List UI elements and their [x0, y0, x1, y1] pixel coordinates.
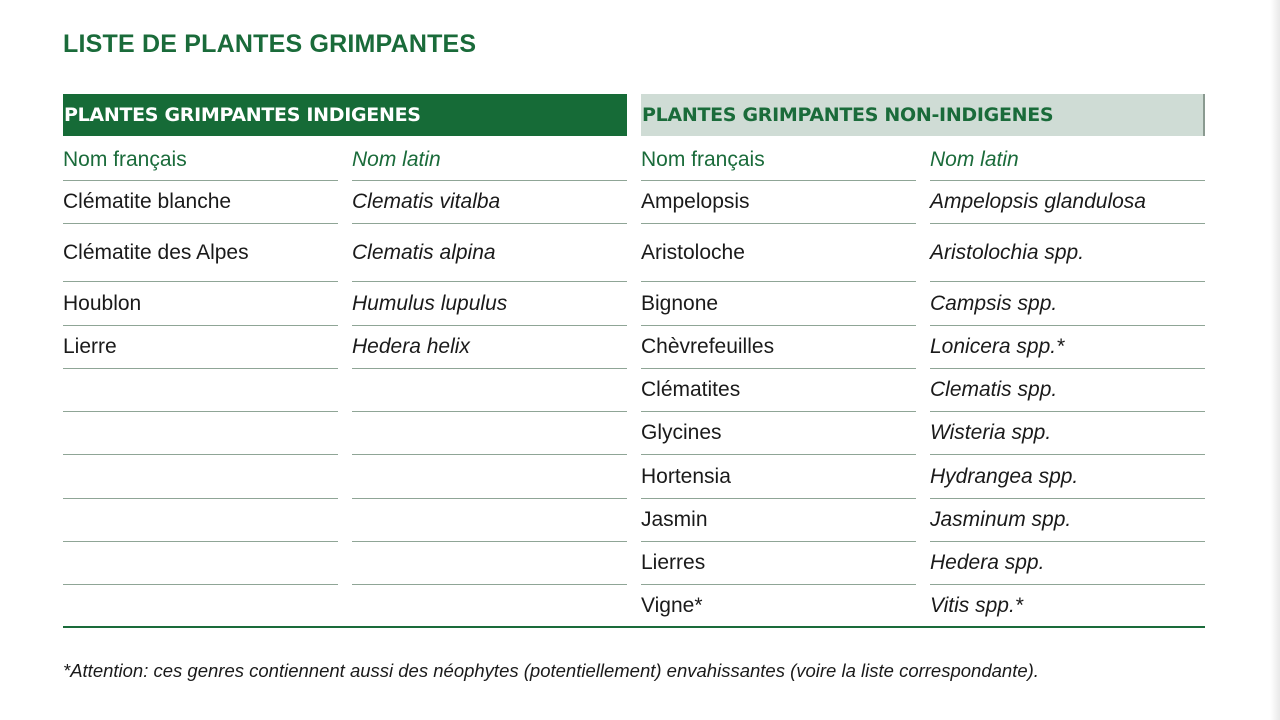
column-nom-francais — [641, 137, 916, 628]
table-cell-nom-latin: Ampelopsis glandulosa — [930, 181, 1205, 224]
section-non-indigenes — [641, 94, 1205, 628]
table-cell-nom-francais: Chèvrefeuilles — [641, 326, 916, 369]
page-title: LISTE DE PLANTES GRIMPANTES — [63, 30, 477, 58]
column-header-nom-latin: Nom latin — [930, 137, 1205, 181]
section-indigenes — [63, 94, 627, 628]
table-cell-nom-francais: Hortensia — [641, 455, 916, 499]
footnote: *Attention: ces genres contiennent aussi des néophytes (potentiellement) envahissantes (voire la liste correspondante). — [63, 660, 1039, 681]
table-cell-nom-latin: Aristolochia spp. — [930, 224, 1205, 282]
table-cell-nom-francais: Clématites — [641, 369, 916, 412]
table-cell-nom-francais — [63, 499, 338, 542]
table-cell-nom-francais: Clématite des Alpes — [63, 224, 338, 282]
table-cell-nom-francais: Jasmin — [641, 499, 916, 542]
table-cell-nom-francais — [63, 369, 338, 412]
table-cell-nom-latin: Jasminum spp. — [930, 499, 1205, 542]
table-cell-nom-latin — [352, 455, 627, 499]
table-cell-nom-francais — [63, 585, 338, 628]
section-header-indigenes: PLANTES GRIMPANTES INDIGENES — [63, 94, 627, 136]
table-cell-nom-francais: Vigne* — [641, 585, 916, 628]
table-cell-nom-latin — [352, 585, 627, 628]
table-cell-nom-latin: Clematis spp. — [930, 369, 1205, 412]
table-cell-nom-francais — [63, 455, 338, 499]
table-cell-nom-latin — [352, 412, 627, 455]
table-cell-nom-francais — [63, 412, 338, 455]
page-edge — [1270, 0, 1280, 720]
table-cell-nom-francais: Lierre — [63, 326, 338, 369]
column-nom-francais — [63, 137, 338, 628]
table-cell-nom-latin: Hedera helix — [352, 326, 627, 369]
table-cell-nom-latin: Clematis alpina — [352, 224, 627, 282]
table-cell-nom-francais: Lierres — [641, 542, 916, 585]
table-cell-nom-francais — [63, 542, 338, 585]
table-cell-nom-francais: Aristoloche — [641, 224, 916, 282]
table-cell-nom-francais: Houblon — [63, 282, 338, 326]
column-header-nom-francais: Nom français — [641, 137, 916, 181]
table-cell-nom-latin — [352, 542, 627, 585]
column-nom-latin — [352, 137, 627, 628]
table-cell-nom-latin: Hedera spp. — [930, 542, 1205, 585]
table-cell-nom-latin: Campsis spp. — [930, 282, 1205, 326]
column-header-nom-francais: Nom français — [63, 137, 338, 181]
table-cell-nom-latin: Hydrangea spp. — [930, 455, 1205, 499]
table-bottom-rule — [63, 626, 1205, 628]
table-cell-nom-latin: Vitis spp.* — [930, 585, 1205, 628]
table-cell-nom-latin — [352, 499, 627, 542]
table-cell-nom-latin: Wisteria spp. — [930, 412, 1205, 455]
section-header-non-indigenes: PLANTES GRIMPANTES NON-INDIGENES — [641, 94, 1205, 136]
table-cell-nom-francais: Ampelopsis — [641, 181, 916, 224]
table-cell-nom-latin: Lonicera spp.* — [930, 326, 1205, 369]
column-nom-latin — [930, 137, 1205, 628]
table-cell-nom-latin: Humulus lupulus — [352, 282, 627, 326]
table-cell-nom-latin — [352, 369, 627, 412]
column-header-nom-latin: Nom latin — [352, 137, 627, 181]
table-cell-nom-francais: Glycines — [641, 412, 916, 455]
table-cell-nom-latin: Clematis vitalba — [352, 181, 627, 224]
table-cell-nom-francais: Bignone — [641, 282, 916, 326]
table-cell-nom-francais: Clématite blanche — [63, 181, 338, 224]
